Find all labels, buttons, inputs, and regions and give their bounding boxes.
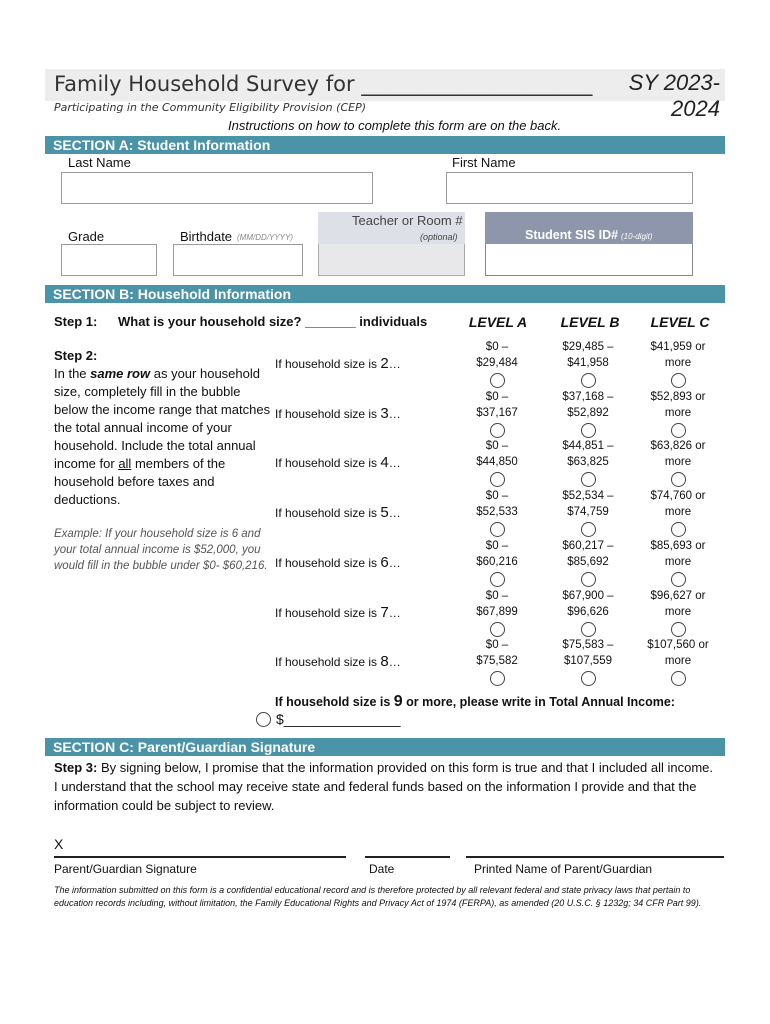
section-b-header: SECTION B: Household Information [45, 285, 725, 303]
household-size-label [275, 355, 401, 372]
household-size-size: 3 [380, 404, 389, 422]
step2-line: deductions. [54, 492, 121, 507]
income-bubble-level-b[interactable] [581, 522, 596, 537]
income-bubble-level-b[interactable] [581, 423, 596, 438]
household-size-size: 8 [380, 653, 389, 671]
school-year: SY 2023-2024 [628, 70, 720, 121]
income-range-line: $0 – [485, 589, 509, 602]
income-range-level-a [452, 488, 542, 520]
income-bubble-level-c[interactable] [671, 373, 686, 388]
income-range-line: $75,583 – [562, 639, 614, 652]
income-bubble-level-c[interactable] [671, 423, 686, 438]
level-b-heading: LEVEL B [560, 314, 620, 330]
step3-text [54, 758, 722, 815]
income-range-line: $74,759 [567, 506, 609, 519]
step2-line: size, completely fill in the bubble [54, 384, 241, 399]
step2-line: household before taxes and [54, 474, 215, 489]
income-bubble-level-c[interactable] [671, 572, 686, 587]
income-range-line: $63,826 or [650, 440, 706, 453]
income-range-line: more [664, 655, 692, 668]
signature-label: Parent/Guardian Signature [54, 862, 197, 876]
income-range-line: more [664, 605, 692, 618]
step3-statement: By signing below, I promise that the information provided on this form is true and that I included all income. [97, 760, 714, 775]
teacher-room-label: Teacher or Room # [352, 213, 463, 228]
income-range-line: $0 – [485, 639, 509, 652]
step3-line [54, 758, 722, 777]
income-range-line: $52,534 – [562, 490, 614, 503]
income-range-line: $75,582 [476, 655, 518, 668]
income-range-line: $74,760 or [650, 490, 706, 503]
nine-size: 9 [393, 693, 403, 710]
income-range-line: more [664, 506, 692, 519]
household-size-label [275, 554, 401, 571]
birthdate-field[interactable] [173, 244, 303, 276]
instructions-note: Instructions on how to complete this form are on the back. [228, 118, 562, 133]
income-range-level-c [633, 637, 723, 669]
income-bubble-level-a[interactable] [490, 622, 505, 637]
income-range-level-b [543, 588, 633, 620]
income-range-line: $107,559 [564, 655, 612, 668]
step3-line: I understand that the school may receive state and federal funds based on the information I provide and that the [54, 779, 697, 794]
student-sis-hint: (10-digit) [621, 232, 653, 241]
last-name-label: Last Name [68, 155, 131, 170]
income-range-line: $0 – [485, 390, 509, 403]
income-bubble-level-c[interactable] [671, 472, 686, 487]
form-subtitle: Participating in the Community Eligibility Provision (CEP) [54, 101, 367, 114]
income-bubble-level-c[interactable] [671, 622, 686, 637]
income-range-line: $0 – [485, 341, 509, 353]
income-range-line: more [664, 406, 692, 419]
household-size-prefix: If household size is [275, 357, 381, 371]
household-size-size: 7 [380, 603, 389, 621]
step2-line: In the same row as your household [54, 366, 260, 381]
income-range-line: $0 – [485, 490, 509, 503]
income-range-line: $0 – [485, 539, 509, 552]
income-range-level-c [633, 438, 723, 470]
income-range-level-b [543, 637, 633, 669]
income-bubble-level-c[interactable] [671, 671, 686, 686]
household-size-suffix: … [388, 506, 401, 521]
income-range-level-b [543, 389, 633, 421]
level-a-heading: LEVEL A [468, 314, 528, 330]
step2-line: income for all members of the [54, 456, 226, 471]
nine-or-more-label [275, 693, 675, 711]
income-bubble-level-b[interactable] [581, 572, 596, 587]
income-bubble-level-a[interactable] [490, 472, 505, 487]
signature-line[interactable] [54, 856, 346, 858]
household-size-prefix: If household size is [275, 605, 381, 620]
income-range-line: $67,899 [476, 605, 518, 618]
date-line[interactable] [365, 856, 450, 858]
income-bubble-level-b[interactable] [581, 671, 596, 686]
nine-suffix: or more, please write in Total Annual Income: [402, 695, 675, 709]
grade-field[interactable] [61, 244, 157, 276]
section-a-header: SECTION A: Student Information [45, 136, 725, 154]
income-range-line: $85,693 or [650, 539, 706, 552]
income-range-line: $60,217 – [562, 539, 614, 552]
birthdate-hint: (MM/DD/YYYY) [237, 233, 293, 242]
income-range-line: $52,533 [476, 506, 518, 519]
income-bubble-level-a[interactable] [490, 572, 505, 587]
income-range-level-a [452, 389, 542, 421]
income-range-line: $52,892 [567, 406, 609, 419]
example-line: would fill in the bubble under $0- $60,216. [54, 560, 268, 572]
household-size-size: 2 [380, 355, 389, 372]
nine-or-more-bubble[interactable] [256, 712, 271, 727]
income-bubble-level-a[interactable] [490, 423, 505, 438]
signature-x: X [54, 836, 64, 852]
household-size-size: 5 [380, 504, 389, 522]
household-size-label [275, 405, 401, 422]
student-sis-label: Student SIS ID# [525, 228, 619, 242]
income-bubble-level-a[interactable] [490, 671, 505, 686]
example-line: your total annual income is $52,000, you [54, 544, 261, 556]
income-range-line: $41,958 [567, 357, 609, 369]
household-size-label [275, 454, 401, 471]
income-range-level-c [633, 389, 723, 421]
step3-label: Step 3: [54, 760, 98, 775]
date-label: Date [369, 862, 395, 876]
printed-name-line[interactable] [466, 856, 724, 858]
income-range-line: $44,850 [476, 456, 518, 469]
income-range-line: $85,692 [567, 555, 609, 568]
income-range-line: $37,167 [476, 406, 518, 419]
household-size-prefix: If household size is [275, 555, 381, 570]
income-range-line: more [664, 456, 692, 469]
household-size-suffix: … [388, 357, 401, 371]
income-range-line: $60,216 [476, 555, 518, 568]
example-line: Example: If your household size is 6 and [54, 528, 261, 540]
step1-label: Step 1: [54, 314, 98, 329]
income-range-line: $44,851 – [562, 440, 614, 453]
household-size-suffix: … [388, 406, 401, 421]
income-bubble-level-a[interactable] [490, 373, 505, 388]
income-range-level-c [633, 339, 723, 371]
income-range-line: $67,900 – [562, 589, 614, 602]
household-size-size: 4 [380, 454, 389, 472]
step2-line: below the income range that matches [54, 402, 271, 417]
income-bubble-level-b[interactable] [581, 472, 596, 487]
household-size-prefix: If household size is [275, 655, 381, 670]
income-range-level-b [543, 538, 633, 570]
income-range-line: more [664, 357, 692, 369]
first-name-field[interactable] [446, 172, 693, 204]
income-range-line: $29,485 – [562, 341, 614, 353]
income-bubble-level-c[interactable] [671, 522, 686, 537]
income-range-line: $107,560 or [647, 639, 709, 652]
income-range-line: $0 – [485, 440, 509, 453]
printed-name-label: Printed Name of Parent/Guardian [474, 862, 653, 876]
income-range-level-a [452, 637, 542, 669]
household-size-label [275, 604, 401, 621]
income-range-line: $37,168 – [562, 390, 614, 403]
step2-label: Step 2: [54, 348, 98, 363]
first-name-label: First Name [452, 155, 516, 170]
household-size-label [275, 653, 401, 670]
income-range-line: $52,893 or [650, 390, 706, 403]
step1-question: What is your household size? _______ individuals [118, 314, 428, 329]
household-size-size: 6 [380, 553, 389, 571]
birthdate-label: Birthdate [180, 229, 233, 244]
income-range-level-a [452, 538, 542, 570]
last-name-field[interactable] [61, 172, 373, 204]
income-range-line: $29,484 [476, 357, 518, 369]
income-range-level-a [452, 339, 542, 371]
household-size-prefix: If household size is [275, 456, 381, 471]
household-size-prefix: If household size is [275, 406, 381, 421]
teacher-room-hint: (optional) [420, 232, 458, 242]
income-bubble-level-b[interactable] [581, 622, 596, 637]
household-size-prefix: If household size is [275, 506, 381, 521]
income-range-level-c [633, 488, 723, 520]
income-range-level-a [452, 438, 542, 470]
income-range-line: $96,627 or [650, 589, 706, 602]
form-title: Family Household Survey for ______________________ [54, 72, 593, 96]
income-range-line: $63,825 [567, 456, 609, 469]
total-income-field[interactable]: $_______________ [276, 711, 401, 727]
step3-line: information could be subject to review. [54, 798, 275, 813]
example-note [54, 526, 268, 574]
household-size-suffix: … [388, 456, 401, 471]
income-range-level-c [633, 588, 723, 620]
step2-instructions [54, 365, 274, 509]
level-c-heading: LEVEL C [650, 314, 710, 330]
income-range-line: $41,959 or [650, 341, 706, 353]
step2-line: the total annual income of your [54, 420, 232, 435]
income-range-level-c [633, 538, 723, 570]
nine-prefix: If household size is [275, 695, 394, 709]
privacy-notice: The information submitted on this form is a confidential educational record and is therefore protected by all relevant federal and state privacy laws that pertain to education records including, without limitation, the Family Educational Rights and Privacy Act of 1974 (FERPA), as amended (20 U.S.C. § 1232g; 34 CFR Part 99). [54, 885, 702, 908]
step2-line: household. Include the total annual [54, 438, 256, 453]
income-range-level-b [543, 339, 633, 371]
income-range-line: $96,626 [567, 605, 609, 618]
income-bubble-level-b[interactable] [581, 373, 596, 388]
income-range-line: more [664, 555, 692, 568]
household-size-suffix: … [388, 555, 401, 570]
grade-label: Grade [68, 229, 105, 244]
income-range-level-b [543, 438, 633, 470]
household-size-suffix: … [388, 605, 401, 620]
income-range-level-b [543, 488, 633, 520]
income-bubble-level-a[interactable] [490, 522, 505, 537]
income-range-level-a [452, 588, 542, 620]
household-size-suffix: … [388, 655, 401, 670]
section-c-header: SECTION C: Parent/Guardian Signature [45, 738, 725, 756]
household-size-label [275, 504, 401, 521]
